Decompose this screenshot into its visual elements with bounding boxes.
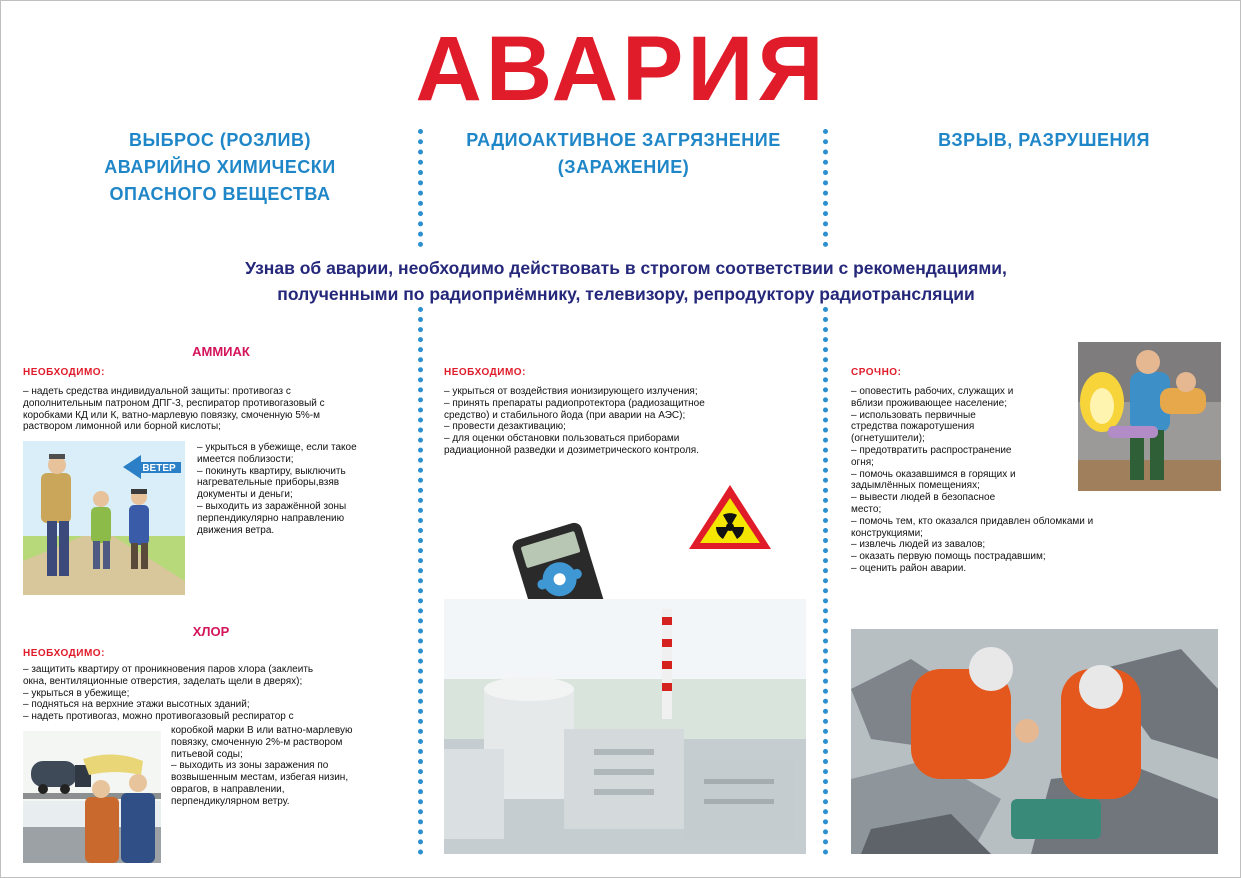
ammonia-side-instructions: – укрыться в убежище, если такое имеется поблизости; – покинуть квартиру, выключить нагревательные приборы,взяв документы и деньги; – выходить из заражённой зоны перпендикулярно направлению движения ветра. [197, 442, 357, 536]
column-divider [418, 129, 428, 247]
ammonia-title: АММИАК [192, 344, 250, 359]
nuclear-power-plant-illustration [444, 599, 806, 854]
chlorine-title: ХЛОР [192, 624, 230, 639]
rubble-rescue-illustration [851, 629, 1218, 854]
radiation-hazard-icon [687, 483, 773, 551]
heading-chemical-line: ВЫБРОС (РОЗЛИВ) [129, 130, 311, 150]
chlorine-instructions: – защитить квартиру от проникновения паров хлора (заклеить окна, вентиляционные отверстия, заделать щели в дверях); – укрыться в убежище; – подняться на верхние этажи высотных зданий; – надеть противогаз, можно противогазовый респиратор с [23, 664, 314, 723]
explosion-urgent-label: СРОЧНО: [851, 367, 902, 378]
page-title: АВАРИЯ [415, 18, 828, 120]
column-divider [823, 307, 833, 855]
banner-line: Узнав об аварии, необходимо действовать в строгом соответствии с рекомендациями, [245, 258, 1007, 278]
instruction-banner [121, 255, 1131, 307]
chlorine-side-instructions: коробкой марки В или ватно-марлевую повязку, смоченную 2%-м раствором питьевой соды; – выходить из зоны заражения по возвышенным местам, избегая низин, оврагов, в направлении, перпендикулярном ветру. [171, 725, 353, 807]
radiation-need-label: НЕОБХОДИМО: [444, 367, 526, 378]
heading-radiation-line: (ЗАРАЖЕНИЕ) [557, 157, 690, 177]
gas-tanker-illustration [23, 731, 161, 863]
fire-rescue-illustration [1078, 342, 1221, 491]
heading-explosion-line: ВЗРЫВ, РАЗРУШЕНИЯ [938, 130, 1150, 150]
heading-explosion [871, 127, 1217, 154]
column-divider [823, 129, 833, 247]
ammonia-instructions: – надеть средства индивидуальной защиты: противогаз с дополнительным патроном ДПГ-3, респиратор противогазовый с коробками КД или К, ватно-марлевую повязку, смоченную 5%-м раствором лимонной или борной кислоты; [23, 386, 325, 433]
heading-radiation-line: РАДИОАКТИВНОЕ ЗАГРЯЗНЕНИЕ [466, 130, 781, 150]
chlorine-need-label: НЕОБХОДИМО: [23, 648, 105, 659]
column-divider [418, 307, 428, 855]
banner-line: полученными по радиоприёмнику, телевизору, репродуктору радиотрансляции [277, 284, 975, 304]
heading-chemical [61, 127, 379, 208]
wind-label: ВЕТЕР [142, 463, 176, 474]
heading-radiation [431, 127, 816, 181]
wind-evacuation-illustration [23, 441, 185, 595]
explosion-instructions: – оповестить рабочих, служащих и вблизи проживающее население; – использовать первичные стредства пожаротушения (огнетушители); – предотвратить распространение огня; – помочь оказавшимся в горящих и задымлённых помещениях; – вывести людей в безопасное место; – помочь тем, кто оказался придавлен обломками и конструкциями; – извлечь людей из завалов; – оказать первую помощь пострадавшим; – оценить район аварии. [851, 386, 1094, 574]
heading-chemical-line: ОПАСНОГО ВЕЩЕСТВА [109, 184, 331, 204]
heading-chemical-line: АВАРИЙНО ХИМИЧЕСКИ [104, 157, 336, 177]
radiation-instructions: – укрыться от воздействия ионизирующего излучения; – принять препараты радиопротектора (радиозащитное средство) и стабильного йода (при аварии на АЭС); – провести дезактивацию; – для оценки обстановки пользоваться приборами радиационной разведки и дозиметрического контроля. [444, 386, 705, 456]
ammonia-need-label: НЕОБХОДИМО: [23, 367, 105, 378]
